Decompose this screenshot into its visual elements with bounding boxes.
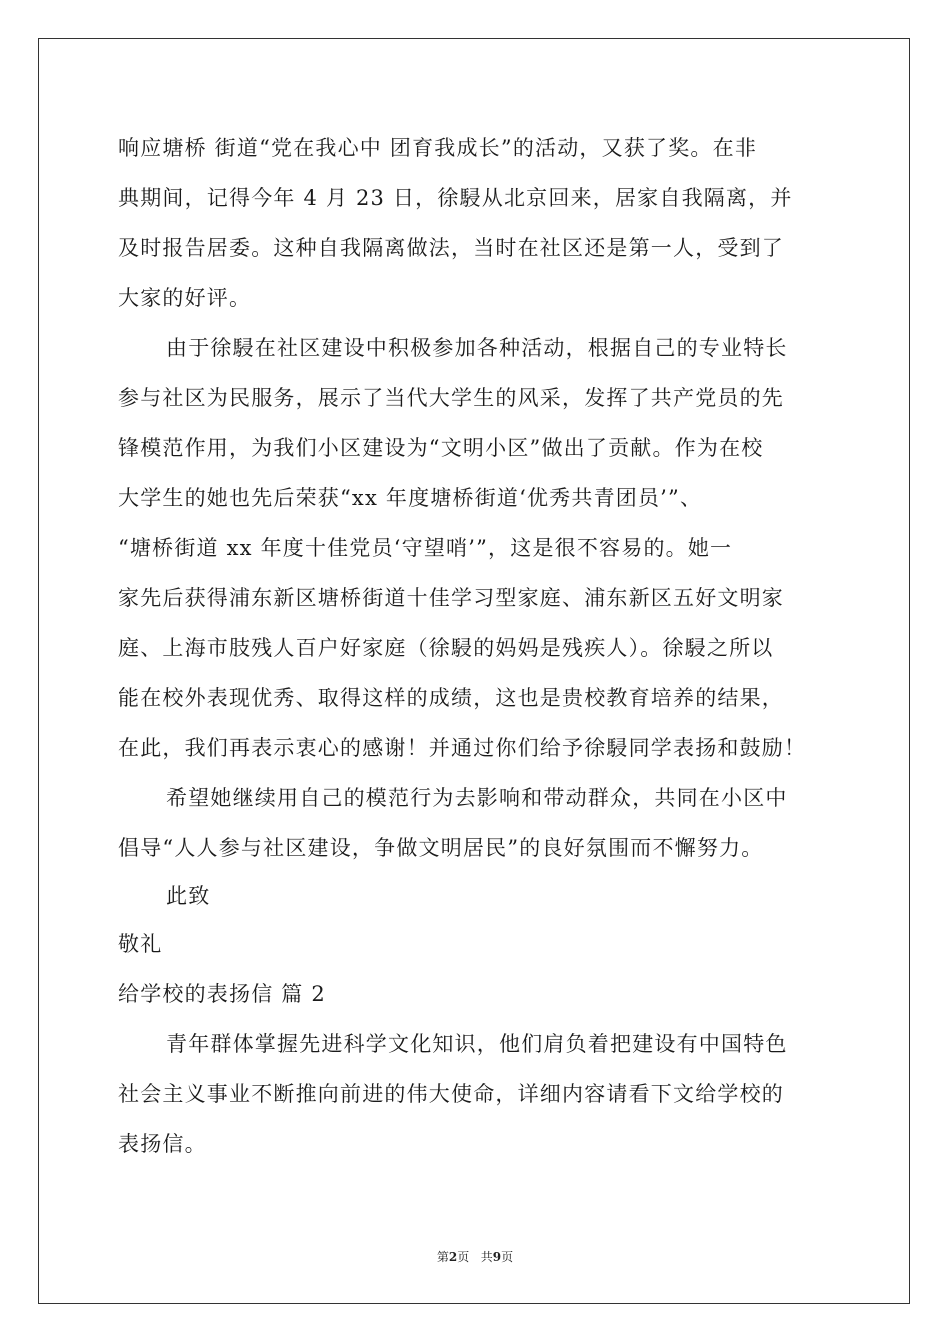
body-line: 庭、上海市肢残人百户好家庭（徐駸的妈妈是残疾人）。徐駸之所以 (118, 636, 774, 660)
salutation-line: 敬礼 (118, 932, 163, 956)
body-line: 及时报告居委。这种自我隔离做法，当时在社区还是第一人，受到了 (118, 236, 784, 260)
footer-mid: 页 共 (457, 1250, 493, 1264)
footer-current-page: 2 (448, 1250, 458, 1264)
body-line: 典期间，记得今年 4 月 23 日，徐駸从北京回来，居家自我隔离，并 (118, 186, 793, 210)
footer-suffix: 页 (501, 1250, 514, 1264)
body-line: 在此，我们再表示衷心的感谢！并通过你们给予徐駸同学表扬和鼓励！ (118, 736, 807, 760)
footer-prefix: 第 (436, 1250, 449, 1264)
body-line: 希望她继续用自己的模范行为去影响和带动群众，共同在小区中 (166, 786, 788, 810)
body-line: 倡导“人人参与社区建设，争做文明居民”的良好氛围而不懈努力。 (118, 836, 764, 860)
body-line: 能在校外表现优秀、取得这样的成绩，这也是贵校教育培养的结果， (118, 686, 784, 710)
body-line: 由于徐駸在社区建设中积极参加各种活动，根据自己的专业特长 (166, 336, 788, 360)
body-line: “塘桥街道 xx 年度十佳党员‘守望哨’”，这是很不容易的。她一 (118, 536, 733, 560)
body-line: 大学生的她也先后荣获“xx 年度塘桥街道‘优秀共青团员’”、 (118, 486, 703, 510)
body-line: 大家的好评。 (118, 286, 252, 310)
body-line: 青年群体掌握先进科学文化知识，他们肩负着把建设有中国特色 (166, 1032, 788, 1056)
section-heading: 给学校的表扬信 篇 2 (118, 982, 326, 1006)
body-line: 参与社区为民服务，展示了当代大学生的风采，发挥了共产党员的先 (118, 386, 784, 410)
body-line: 响应塘桥 街道“党在我心中 团育我成长”的活动，又获了奖。在非 (118, 136, 758, 160)
closing-line: 此致 (166, 884, 211, 908)
body-line: 社会主义事业不断推向前进的伟大使命，详细内容请看下文给学校的 (118, 1082, 784, 1106)
body-line: 表扬信。 (118, 1132, 207, 1156)
body-line: 家先后获得浦东新区塘桥街道十佳学习型家庭、浦东新区五好文明家 (118, 586, 784, 610)
footer-total-pages: 9 (492, 1250, 502, 1264)
page-footer (0, 1248, 950, 1265)
body-line: 锋模范作用，为我们小区建设为“文明小区”做出了贡献。作为在校 (118, 436, 764, 460)
